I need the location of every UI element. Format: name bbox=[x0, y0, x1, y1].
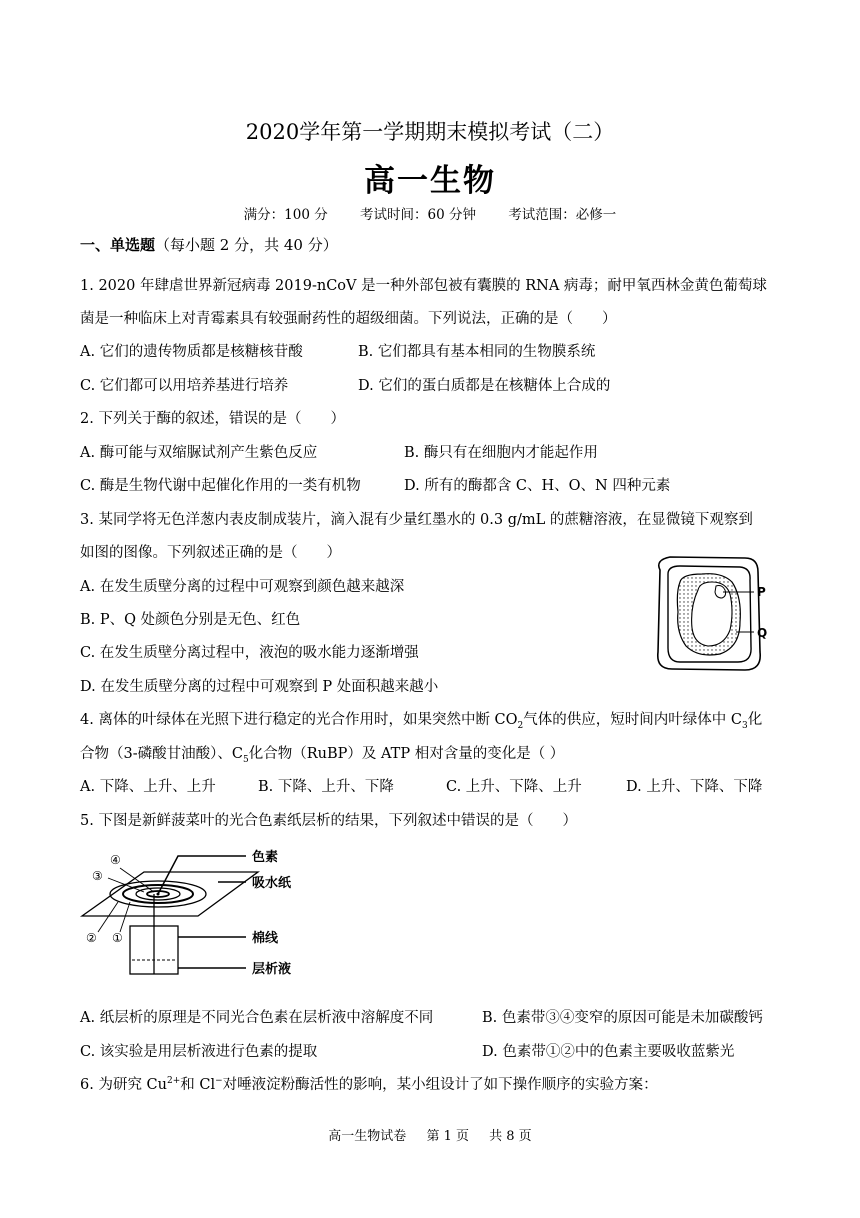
subject-title: 高一生物 bbox=[364, 163, 496, 199]
q4-option-a: A. 下降、上升、上升 bbox=[80, 779, 216, 795]
fig-label-q: Q bbox=[757, 626, 768, 640]
fig-label-solvent: 层析液 bbox=[252, 962, 292, 977]
fig-band-1: ① bbox=[112, 931, 123, 945]
page-footer bbox=[0, 1125, 860, 1144]
fig-label-paper: 吸水纸 bbox=[252, 876, 292, 891]
q1-stem-line2: 菌是一种临床上对青霉素具有较强耐药性的超级细菌。下列说法，正确的是（ ） bbox=[80, 311, 617, 327]
section-heading bbox=[80, 234, 338, 255]
section-note: （每小题 2 分，共 40 分） bbox=[155, 236, 338, 254]
fig-band-3: ③ bbox=[92, 869, 103, 883]
q3-option-a: A. 在发生质壁分离的过程中可观察到颜色越来越深 bbox=[80, 579, 405, 595]
q4-option-d: D. 上升、下降、下降 bbox=[626, 779, 763, 795]
q5-stem: 5. 下图是新鲜菠菜叶的光合色素纸层析的结果，下列叙述中错误的是（ ） bbox=[80, 813, 577, 829]
q6-stem: 6. 为研究 $Cu^{2+}$和 Cl−对唾液淀粉酶活性的影响，某小组设计了如下操作顺序的实验方案： bbox=[80, 1076, 658, 1093]
q4-stem-line1: 4. 离体的叶绿体在光照下进行稳定的光合作用时，如果突然中断 $CO_2$气体的供应，短时间内叶绿体中 $C_3$化 bbox=[80, 712, 763, 731]
q4-option-b: B. 下降、上升、下降 bbox=[258, 779, 394, 795]
q5-option-b: B. 色素带③④变窄的原因可能是未加碳酸钙 bbox=[482, 1010, 763, 1026]
q2-option-b: B. 酶只有在细胞内才能起作用 bbox=[404, 445, 598, 461]
fig-label-pigment: 色素 bbox=[252, 850, 279, 865]
q3-option-b: B. P、Q 处颜色分别是无色、红色 bbox=[80, 612, 301, 628]
q1-stem-line1: 1. 2020 年肆虐世界新冠病毒 2019-nCoV 是一种外部包被有囊膜的 RNA 病毒；耐甲氧西林金黄色葡萄球 bbox=[80, 278, 767, 294]
exam-meta bbox=[0, 203, 860, 223]
q3-option-c: C. 在发生质壁分离过程中，液泡的吸水能力逐渐增强 bbox=[80, 645, 419, 661]
footer-name: 高一生物试卷 bbox=[328, 1129, 407, 1144]
footer-page: 第 1 页 bbox=[426, 1129, 469, 1144]
q2-stem: 2. 下列关于酶的叙述，错误的是（ ） bbox=[80, 411, 345, 427]
q3-option-d: D. 在发生质壁分离的过程中可观察到 P 处面积越来越小 bbox=[80, 679, 439, 695]
q5-option-a: A. 纸层析的原理是不同光合色素在层析液中溶解度不同 bbox=[80, 1010, 434, 1026]
full-score: 满分：100 分 bbox=[243, 207, 328, 223]
section-title: 一、单选题 bbox=[80, 236, 156, 254]
q1-option-c: C. 它们都可以用培养基进行培养 bbox=[80, 378, 289, 394]
exam-scope: 考试范围：必修一 bbox=[508, 207, 617, 223]
q5-option-c: C. 该实验是用层析液进行色素的提取 bbox=[80, 1044, 318, 1060]
q3-cell-figure bbox=[650, 552, 780, 677]
fig-label-thread: 棉线 bbox=[252, 931, 279, 946]
q2-option-d: D. 所有的酶都含 C、H、O、N 四种元素 bbox=[404, 478, 671, 494]
q4-option-c: C. 上升、下降、上升 bbox=[446, 779, 582, 795]
q3-stem-line1: 3. 某同学将无色洋葱内表皮制成装片，滴入混有少量红墨水的 0.3 g/mL 的蔗糖溶液，在显微镜下观察到 bbox=[80, 512, 753, 528]
fig-band-4: ④ bbox=[110, 853, 121, 867]
q3-stem-line2: 如图的图像。下列叙述正确的是（ ） bbox=[80, 545, 341, 561]
footer-total: 共 8 页 bbox=[489, 1129, 532, 1144]
q2-option-a: A. 酶可能与双缩脲试剂产生紫色反应 bbox=[80, 445, 318, 461]
q4-stem-line2: 合物（3-磷酸甘油酸）、$C_5$化合物（RuBP）及 ATP 相对含量的变化是（ ） bbox=[80, 746, 565, 765]
q1-option-a: A. 它们的遗传物质都是核糖核苷酸 bbox=[80, 344, 303, 360]
q5-chromatography-figure bbox=[78, 844, 338, 979]
exam-time: 考试时间：60 分钟 bbox=[360, 207, 477, 223]
q1-option-b: B. 它们都具有基本相同的生物膜系统 bbox=[358, 344, 596, 360]
fig-label-p: P bbox=[757, 585, 766, 599]
exam-title: 2020学年第一学期期末模拟考试（二） bbox=[245, 120, 615, 144]
fig-band-2: ② bbox=[86, 931, 97, 945]
q5-option-d: D. 色素带①②中的色素主要吸收蓝紫光 bbox=[482, 1044, 735, 1060]
q1-option-d: D. 它们的蛋白质都是在核糖体上合成的 bbox=[358, 378, 611, 394]
q2-option-c: C. 酶是生物代谢中起催化作用的一类有机物 bbox=[80, 478, 361, 494]
